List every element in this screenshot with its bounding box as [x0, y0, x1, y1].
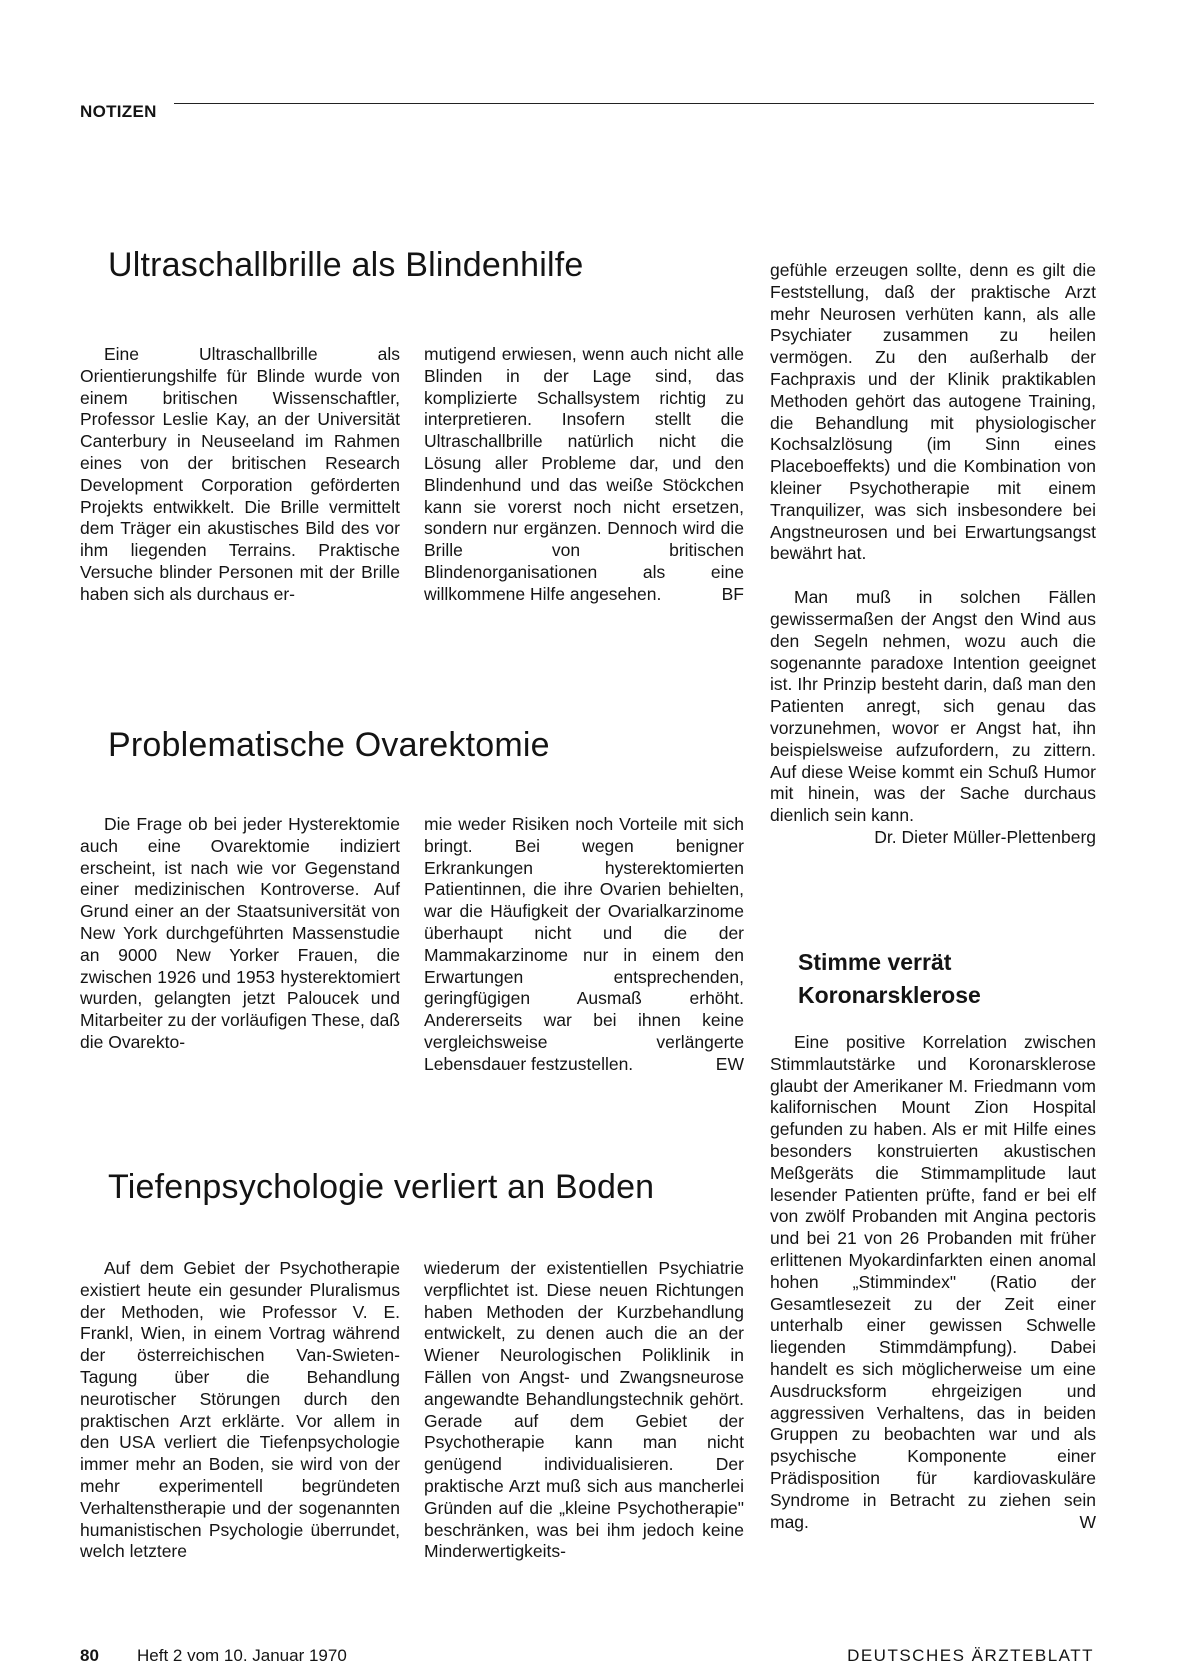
- article-1-column-1: [80, 344, 400, 606]
- issue-info: Heft 2 vom 10. Januar 1970: [137, 1646, 347, 1665]
- article-3-column-1: [80, 1258, 400, 1563]
- article-3-column-3-paragraph-1: gefühle erzeugen sollte, denn es gilt die Feststellung, daß der praktische Arzt mehr Neurosen verhüten kann, als alle Psychiater zusammen zu heilen vermögen. Zu den außerhalb der Fachpraxis und der Klinik praktikablen Methoden gehört das autogene Training, die Behandlung mit physiologischer Kochsalzlösung (im Sinn eines Placeboeffekts) und die Kombination von kleiner Psychotherapie mit einem Tranquilizer, was sich insbesondere bei Angstneurosen und bei Erwartungsangst bewährt hat.: [770, 260, 1096, 564]
- article-2-column-1-text: Die Frage ob bei jeder Hysterektomie auch eine Ovarektomie indiziert erscheint, ist nach wie vor Gegenstand einer medizinischen Kontroverse. Auf Grund einer an der Staatsuniversität von New York durchgeführten Massenstudie an 9000 New Yorker Frauen, die zwischen 1926 und 1953 hysterektomiert wurden, gelangten jetzt Paloucek und Mitarbeiter zu der vorläufigen These, daß die Ovarekto-: [80, 814, 400, 1052]
- article-1-column-2-paragraph: [424, 344, 744, 606]
- article-2-column-2: [424, 814, 744, 1076]
- article-title-ultraschallbrille: Ultraschallbrille als Blindenhilfe: [108, 246, 584, 284]
- article-title-stimme-line-1: Stimme verrät: [798, 949, 952, 975]
- article-3-column-3-paragraph-2: Man muß in solchen Fällen gewissermaßen der Angst den Wind aus den Segeln nehmen, wozu auch die sogenannte paradoxe Intention geeignet ist. Ihr Prinzip besteht darin, daß man den Patienten anregt, sich genau das vorzunehmen, wovor er Angst hat, ihn beispielsweise aufzufordern, zu zittern. Auf diese Weise kommt ein Schuß Humor mit hinein, was der Sache durchaus dienlich sein kann.: [770, 587, 1096, 826]
- page-number: 80: [80, 1646, 99, 1665]
- author-initials: EW: [715, 1053, 744, 1074]
- article-title-ovarektomie: Problematische Ovarektomie: [108, 726, 550, 764]
- article-4-text: Eine positive Korrelation zwischen Stimmlautstärke und Koronarsklerose glaubt der Amerikaner M. Friedmann vom kalifornischen Mount Zion Hospital gefunden zu haben. Als er mit Hilfe eines besonders konstruierten akustischen Meßgeräts die Stimmamplitude laut lesender Patienten prüfte, fand er bei elf von zwölf Probanden mit Angina pectoris und bei 21 von 26 Probanden mit früher erlittenen Myokardinfarkten einen anomal hohen „Stimmindex" (Ratio der Gesamtlesezeit zu der Zeit einer unterhalb einer gewissen Schwelle liegenden Stimmdämpfung). Dabei handelt es sich möglicherweise um eine Ausdrucksform ehrgeizigen und aggressiven Verhaltens, das in beiden Gruppen zu beobachten war und als psychische Komponente einer Prädisposition für kardiovaskuläre Syndrome in Betracht zu ziehen sein mag.: [770, 1032, 1096, 1532]
- article-4-paragraph: [770, 1032, 1096, 1533]
- article-title-tiefenpsychologie: Tiefenpsychologie verliert an Boden: [108, 1168, 655, 1206]
- article-3-column-2: [424, 1258, 744, 1563]
- journal-name: DEUTSCHES ÄRZTEBLATT: [847, 1646, 1094, 1665]
- section-label: NOTIZEN: [80, 102, 157, 121]
- article-title-stimme-line-2: Koronarsklerose: [798, 982, 981, 1008]
- author-initials: BF: [721, 583, 744, 604]
- article-4-column: [770, 1032, 1096, 1533]
- article-3-column-3: [770, 260, 1096, 849]
- article-2-column-2-paragraph: [424, 814, 744, 1076]
- article-3-column-2-text: wiederum der existentiellen Psychiatrie verpflichtet ist. Diese neuen Richtungen haben Methoden der Kurzbehandlung entwickelt, zu denen auch die an der Wiener Neurologischen Poliklinik in Fällen von Angst- und Zwangsneurose angewandte Behandlungstechnik gehört. Gerade auf dem Gebiet der Psychotherapie kann man nicht genügend individualisieren. Der praktische Arzt muß sich aus mancherlei Gründen auf die „kleine Psychotherapie" beschränken, was bei ihm jedoch keine Minderwertigkeits-: [424, 1258, 744, 1562]
- article-author: Dr. Dieter Müller-Plettenberg: [874, 826, 1096, 847]
- article-1-column-2-text: mutigend erwiesen, wenn auch nicht alle Blinden in der Lage sind, das komplizierte Schallsystem richtig zu interpretieren. Insofern stellt die Ultraschallbrille natürlich nicht die Lösung aller Probleme dar, und den Blindenhund und das weiße Stöckchen kann sie vorerst noch nicht ersetzen, sondern nur ergänzen. Dennoch wird die Brille von britischen Blindenorganisationen als eine willkommene Hilfe angesehen.: [424, 344, 744, 604]
- article-1-column-1-text: Eine Ultraschallbrille als Orientierungshilfe für Blinde wurde von einem britischen Wissenschaftler, Professor Leslie Kay, an der Universität Canterbury in Neuseeland im Rahmen eines von der britischen Research Development Corporation geförderten Projekts entwikkelt. Die Brille vermittelt dem Träger ein akustisches Bild des vor ihm liegenden Terrains. Praktische Versuche blinder Personen mit der Brille haben sich als durchaus er-: [80, 344, 400, 604]
- article-2-column-2-text: mie weder Risiken noch Vorteile mit sich bringt. Bei wegen benigner Erkrankungen hysterektomierten Patientinnen, die ihre Ovarien behielten, war die Häufigkeit der Ovarialkarzinome überhaupt nicht und die der Mammakarzinome nur in einem den Erwartungen entsprechenden, geringfügigen Ausmaß erhöht. Andererseits war bei ihnen keine vergleichsweise verlängerte Lebensdauer festzustellen.: [424, 814, 744, 1074]
- article-title-stimme: [798, 946, 981, 1012]
- author-initials: W: [1079, 1511, 1096, 1532]
- header-rule: [174, 103, 1094, 104]
- article-1-column-2: [424, 344, 744, 606]
- article-3-column-1-text: Auf dem Gebiet der Psychotherapie existiert heute ein gesunder Pluralismus der Methoden, wie Professor V. E. Frankl, Wien, in einem Vortrag während der österreichischen Van-Swieten-Tagung über die Behandlung neurotischer Störungen durch den praktischen Arzt erklärte. Vor allem in den USA verliert die Tiefenpsychologie immer mehr an Boden, sie wird von der mehr experimentell begründeten Verhaltenstherapie und der sogenannten humanistischen Psychologie überrundet, welch letztere: [80, 1258, 400, 1562]
- article-2-column-1: [80, 814, 400, 1054]
